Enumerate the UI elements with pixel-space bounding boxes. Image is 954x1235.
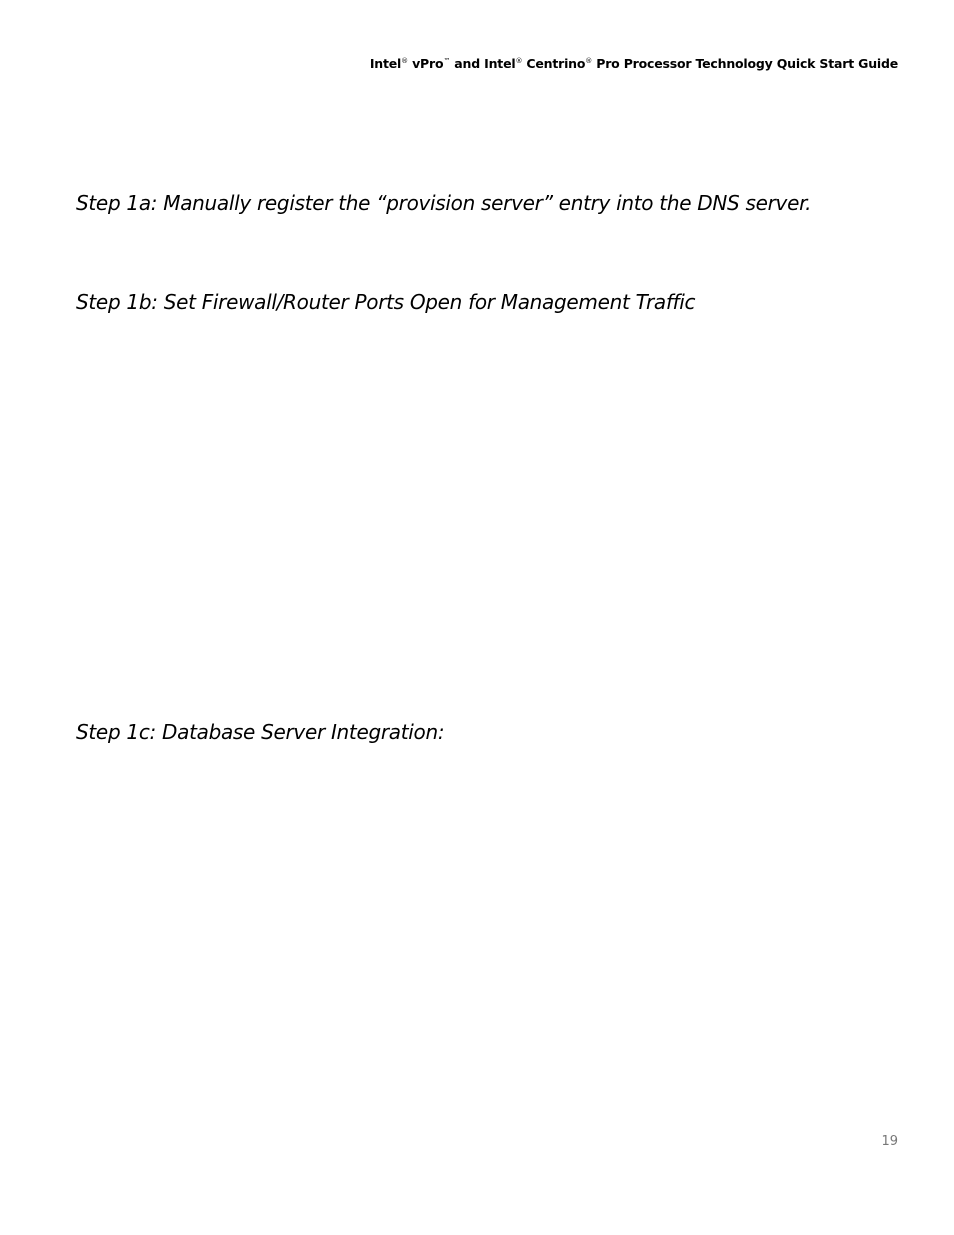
registered-mark: ® <box>515 57 523 65</box>
step-1a-heading: Step 1a: Manually register the “provision server” entry into the DNS server. <box>76 191 812 215</box>
trademark-mark: ™ <box>443 57 451 65</box>
step-1c-heading: Step 1c: Database Server Integration: <box>76 720 445 744</box>
registered-mark: ® <box>401 57 408 65</box>
header-text-part: Intel <box>369 56 402 71</box>
registered-mark: ® <box>585 57 593 65</box>
header-text-part: vPro <box>407 56 444 71</box>
header-text-part: Pro Processor Technology Quick Start Guide <box>592 56 898 71</box>
step-1b-heading: Step 1b: Set Firewall/Router Ports Open for Management Traffic <box>76 290 696 314</box>
header-text-part: Centrino <box>522 56 586 71</box>
running-header <box>370 56 898 71</box>
header-text-part: and Intel <box>450 56 516 71</box>
page-number: 19 <box>881 1134 898 1149</box>
